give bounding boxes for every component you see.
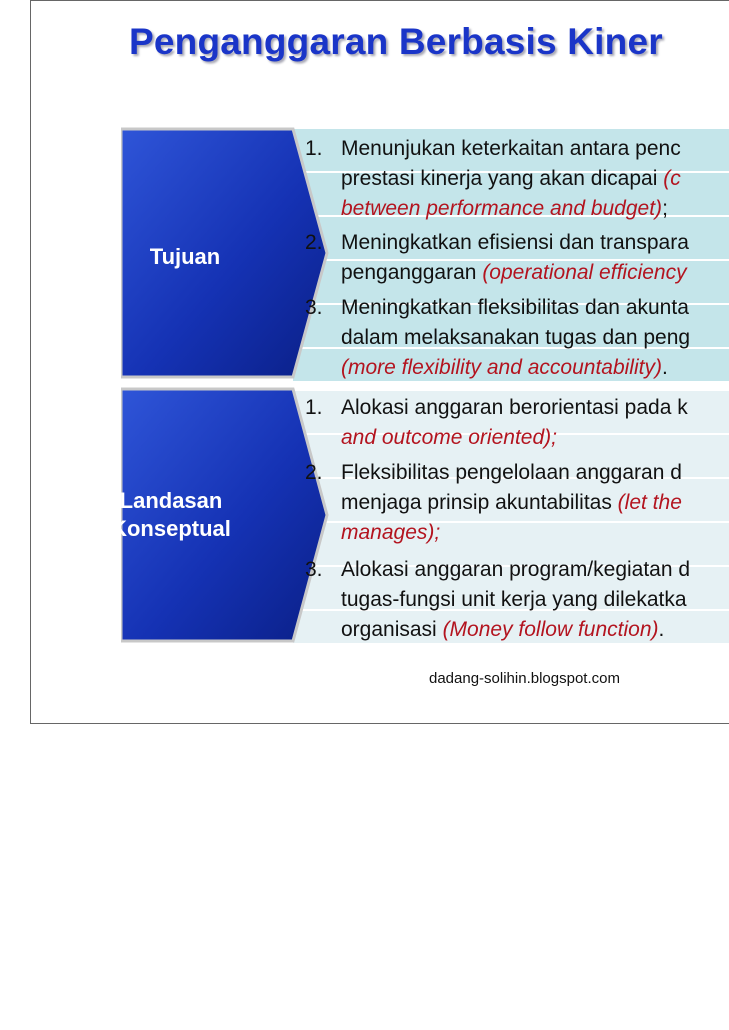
text-line: (more flexibility and accountability). [341,356,668,379]
list-item-text [341,393,688,453]
text-line: Alokasi anggaran program/kegiatan d [341,558,691,581]
text-line: Fleksibilitas pengelolaan anggaran d [341,461,682,484]
text-line: dalam melaksanakan tugas dan peng [341,326,691,349]
list-number: 3. [305,296,323,319]
section-label-landasan [91,487,251,543]
text-line: Meningkatkan efisiensi dan transpara [341,231,689,254]
text-line: menjaga prinsip akuntabilitas (let the [341,491,682,514]
chevron-labels [121,125,331,649]
text-line: tugas-fungsi unit kerja yang dilekatka [341,588,687,611]
text-line: Meningkatkan fleksibilitas dan akunta [341,296,689,319]
text-line: organisasi (Money follow function). [341,618,665,641]
list-item-text [341,134,681,224]
text-line: and outcome oriented); [341,426,557,449]
list-item-text [341,293,690,383]
list-item-text [341,555,690,645]
list-number: 1. [305,396,323,419]
list-item-text [341,228,689,288]
text-line: manages); [341,521,441,544]
list-item-text [341,458,682,548]
text-line: between performance and budget); [341,197,668,220]
section-label-line: Tujuan [149,244,221,269]
list-number: 2. [305,461,323,484]
page-title: Penganggaran Berbasis Kiner [129,21,663,62]
section-label-tujuan [105,243,265,271]
footer-source: dadang-solihin.blogspot.com [429,670,620,687]
list-number: 3. [305,558,323,581]
text-line: prestasi kinerja yang akan dicapai (c [341,167,681,190]
text-line: penganggaran (operational efficiency [341,261,687,284]
section-label-line: Landasan [119,488,223,513]
text-line: Menunjukan keterkaitan antara penc [341,137,681,160]
list-number: 1. [305,137,323,160]
section-label-line: Konseptual [111,516,231,541]
slide [30,0,729,724]
list-number: 2. [305,231,323,254]
text-line: Alokasi anggaran berorientasi pada k [341,396,688,419]
